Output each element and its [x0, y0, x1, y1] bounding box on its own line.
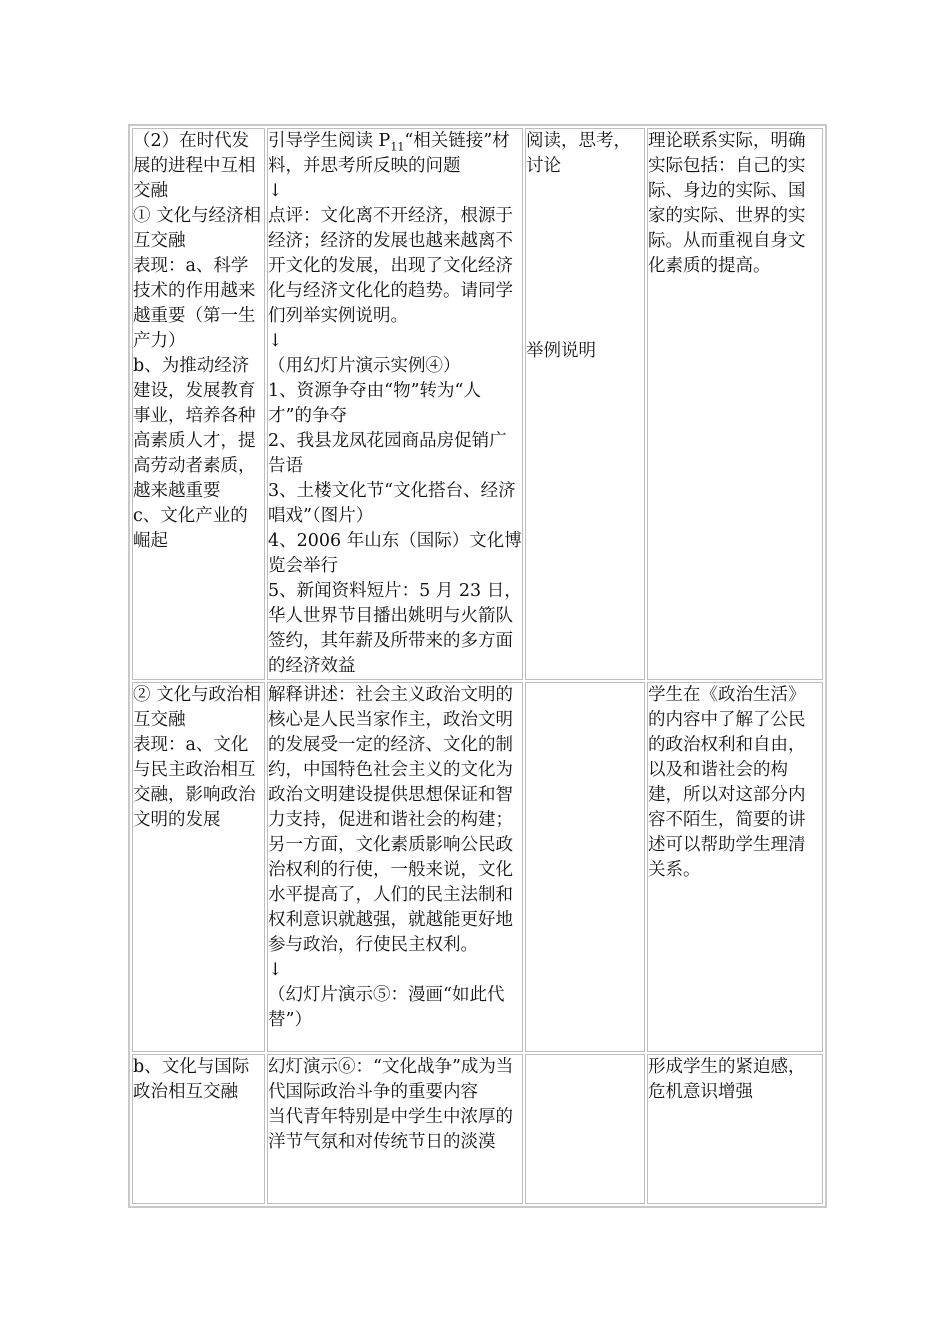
teacher-activity-cell	[267, 128, 523, 680]
content-cell: ② 文化与政治相互交融 表现：a、文化与民主政治相互交融，影响政治文明的发展	[132, 682, 265, 1052]
table-row	[132, 1054, 823, 1204]
content-cell: b、文化与国际政治相互交融	[132, 1054, 265, 1204]
teacher-activity-cell: 幻灯演示⑥：“文化战争”成为当代国际政治斗争的重要内容 当代青年特别是中学生中浓厚的洋节气氛和对传统节日的淡漠	[267, 1054, 523, 1204]
design-intent-cell: 理论联系实际，明确实际包括：自己的实际、身边的实际、国家的实际、世界的实际。从而重视自身文化素质的提高。	[647, 128, 823, 680]
table-row	[132, 128, 823, 680]
student-activity-cell	[525, 682, 645, 1052]
teacher-text-pre: 引导学生阅读 P	[268, 131, 391, 151]
student-activity-cell	[525, 1054, 645, 1204]
student-activity-cell	[525, 128, 645, 680]
student-activity-a: 阅读，思考，讨论	[526, 131, 631, 176]
design-intent-cell: 形成学生的紧迫感，危机意识增强	[647, 1054, 823, 1204]
lesson-plan-table	[128, 124, 827, 1208]
design-intent-cell: 学生在《政治生活》的内容中了解了公民的政治权利和自由，以及和谐社会的构建，所以对这部分内容不陌生，简要的讲述可以帮助学生理清关系。	[647, 682, 823, 1052]
content-cell: （2）在时代发展的进程中互相交融 ① 文化与经济相互交融 表现：a、科学技术的作用越来越重要（第一生产力） b、为推动经济建设，发展教育事业，培养各种高素质人才，提高劳动者素质，越来越重要 c、文化产业的崛起	[132, 128, 265, 680]
table-row	[132, 682, 823, 1052]
teacher-text-post: “相关链接”材料，并思考所反映的问题 ↓ 点评：文化离不开经济，根源于经济；经济的发展也越来越离不开文化的发展，出现了文化经济化与经济文化化的趋势。请同学们列举实例说明。 ↓ （用幻灯片演示实例④） 1、资源争夺由“物”转为“人才”的争夺 2、我县龙凤花园商品房促销广告语 3、土楼文化节“文化搭台、经济唱戏”（图片） 4、2006 年山东（国际）文化博览会举行 5、新闻资料短片：5 月 23 日，华人世界节目播出姚明与火箭队签约，其年薪及所带来的多方面的经济效益	[268, 131, 522, 676]
teacher-activity-cell: 解释讲述：社会主义政治文明的核心是人民当家作主，政治文明的发展受一定的经济、文化的制约，中国特色社会主义的文化为政治文明建设提供思想保证和智力支持，促进和谐社会的构建；另一方面，文化素质影响公民政治权利的行使，一般来说，文化水平提高了，人们的民主法制和权利意识就越强，就越能更好地参与政治，行使民主权利。 ↓ （幻灯片演示⑤：漫画“如此代替”）	[267, 682, 523, 1052]
page-subscript: 11	[390, 140, 405, 154]
student-activity-b: 举例说明	[526, 341, 596, 361]
